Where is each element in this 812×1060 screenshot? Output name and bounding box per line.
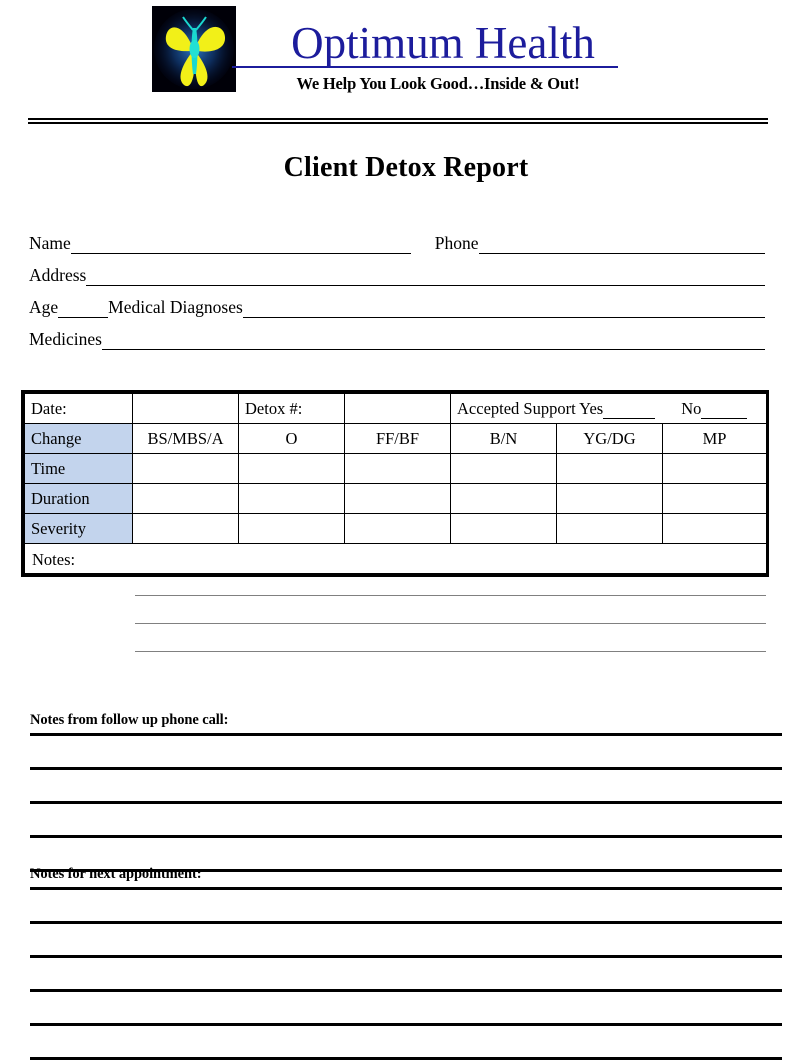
accepted-support-yes-blank[interactable]	[603, 405, 655, 419]
column-header-yg-dg: YG/DG	[557, 424, 663, 454]
followup-notes-title: Notes from follow up phone call:	[30, 712, 229, 728]
client-info-fields	[29, 222, 765, 350]
accepted-support-cell	[451, 394, 767, 424]
followup-note-line[interactable]	[30, 804, 782, 838]
notes-line[interactable]	[135, 596, 766, 624]
next-appointment-note-line[interactable]	[30, 924, 782, 958]
table-row	[25, 454, 767, 484]
notes-line[interactable]	[135, 568, 766, 596]
notes-lines	[135, 568, 766, 652]
address-input[interactable]	[86, 270, 765, 286]
field-row-address	[29, 254, 765, 286]
brand-name: Optimum Health	[291, 18, 595, 68]
cell-severity-ffbf[interactable]	[345, 514, 451, 544]
detox-table	[21, 390, 769, 577]
cell-duration-o[interactable]	[239, 484, 345, 514]
phone-label: Phone	[434, 233, 479, 253]
header-divider	[28, 118, 768, 124]
cell-severity-bn[interactable]	[451, 514, 557, 544]
cell-time-o[interactable]	[239, 454, 345, 484]
date-label-cell: Date:	[25, 394, 133, 424]
followup-notes-block	[30, 712, 782, 872]
name-label: Name	[29, 233, 71, 253]
detox-number-value-cell[interactable]	[345, 394, 451, 424]
field-row-age-diagnoses	[29, 286, 765, 318]
row-label-time: Time	[25, 454, 133, 484]
cell-severity-o[interactable]	[239, 514, 345, 544]
accepted-support-no-blank[interactable]	[701, 405, 747, 419]
age-input[interactable]	[58, 302, 108, 318]
column-header-b-n: B/N	[451, 424, 557, 454]
cell-severity-mp[interactable]	[663, 514, 767, 544]
field-row-name-phone	[29, 222, 765, 254]
cell-duration-ygdg[interactable]	[557, 484, 663, 514]
column-header-o: O	[239, 424, 345, 454]
table-header-row	[25, 424, 767, 454]
table-row	[25, 484, 767, 514]
masthead	[0, 0, 812, 112]
next-appointment-title: Notes for next appointment:	[30, 866, 202, 882]
detox-number-label-cell: Detox #:	[239, 394, 345, 424]
column-header-mp: MP	[663, 424, 767, 454]
field-row-medicines	[29, 318, 765, 350]
age-label: Age	[29, 297, 59, 317]
cell-duration-mp[interactable]	[663, 484, 767, 514]
name-input[interactable]	[71, 238, 411, 254]
next-appointment-note-line[interactable]	[30, 992, 782, 1026]
brand-block	[232, 18, 632, 94]
notes-line[interactable]	[135, 624, 766, 652]
row-label-duration: Duration	[25, 484, 133, 514]
next-appointment-note-line[interactable]	[30, 890, 782, 924]
brand-tagline: We Help You Look Good…Inside & Out!	[296, 74, 580, 93]
next-appointment-notes-block	[30, 866, 782, 1060]
cell-duration-bn[interactable]	[451, 484, 557, 514]
cell-time-ygdg[interactable]	[557, 454, 663, 484]
medical-diagnoses-input[interactable]	[243, 302, 765, 318]
medicines-input[interactable]	[102, 334, 765, 350]
notes-cell	[25, 544, 767, 574]
phone-input[interactable]	[479, 238, 765, 254]
medical-diagnoses-label: Medical Diagnoses	[108, 297, 243, 317]
row-label-severity: Severity	[25, 514, 133, 544]
page-title: Client Detox Report	[283, 152, 529, 183]
butterfly-logo-icon	[152, 6, 236, 92]
followup-note-line[interactable]	[30, 736, 782, 770]
notes-label: Notes:	[32, 550, 76, 569]
address-label: Address	[29, 265, 87, 285]
next-appointment-note-line[interactable]	[30, 958, 782, 992]
accepted-support-label: Accepted Support Yes	[457, 398, 604, 418]
date-value-cell[interactable]	[133, 394, 239, 424]
table-meta-row	[25, 394, 767, 424]
cell-time-ffbf[interactable]	[345, 454, 451, 484]
cell-time-bs[interactable]	[133, 454, 239, 484]
column-header-ff-bf: FF/BF	[345, 424, 451, 454]
medicines-label: Medicines	[29, 329, 102, 349]
column-header-bs-mbs-a: BS/MBS/A	[133, 424, 239, 454]
column-header-change: Change	[25, 424, 133, 454]
cell-duration-ffbf[interactable]	[345, 484, 451, 514]
cell-time-bn[interactable]	[451, 454, 557, 484]
cell-severity-ygdg[interactable]	[557, 514, 663, 544]
table-row	[25, 514, 767, 544]
cell-duration-bs[interactable]	[133, 484, 239, 514]
next-appointment-note-line[interactable]	[30, 1026, 782, 1060]
cell-time-mp[interactable]	[663, 454, 767, 484]
cell-severity-bs[interactable]	[133, 514, 239, 544]
followup-note-line[interactable]	[30, 770, 782, 804]
accepted-support-no-label: No	[681, 398, 702, 418]
table-notes-row	[25, 544, 767, 574]
